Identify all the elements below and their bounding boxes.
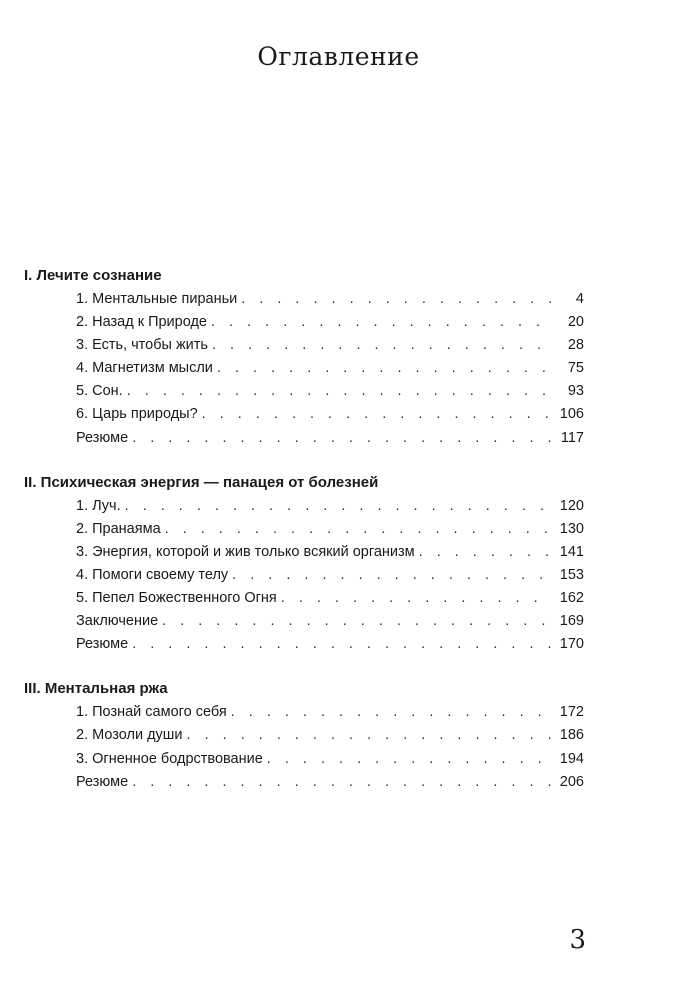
entry-page-number: 169 (559, 613, 584, 630)
entry-title: Резюме (76, 773, 129, 790)
entry-page-number: 106 (559, 406, 584, 423)
entry-title: 3. Энергия, которой и жив только всякий организм (76, 543, 415, 560)
toc-entry (24, 495, 584, 518)
toc-entry (24, 357, 584, 380)
dot-leader (419, 541, 552, 564)
page-title: Оглавление (257, 42, 420, 71)
dot-leader (217, 357, 552, 380)
dot-leader (241, 288, 552, 311)
entry-title: Заключение (76, 613, 159, 630)
toc-entry (24, 610, 584, 633)
entry-title: 4. Помоги своему телу (76, 566, 229, 583)
entry-title: 6. Царь природы? (76, 406, 198, 423)
entry-page-number: 141 (559, 543, 584, 560)
page-folio-number: 3 (569, 925, 586, 955)
entry-page-number: 206 (559, 773, 584, 790)
section-heading: II. Психическая энергия — панацея от болезней (24, 473, 379, 491)
entry-page-number: 186 (559, 727, 584, 744)
entry-page-number: 120 (559, 497, 584, 514)
entry-title: 3. Огненное бодрствование (76, 750, 263, 767)
dot-leader (132, 633, 552, 656)
toc-entry (24, 701, 584, 724)
entry-page-number: 172 (559, 704, 584, 721)
table-of-contents (24, 264, 584, 815)
entry-page-number: 170 (559, 636, 584, 653)
dot-leader (132, 427, 552, 450)
entry-title: Резюме (76, 636, 129, 653)
dot-leader (231, 701, 552, 724)
toc-entry (24, 380, 584, 403)
toc-section-3 (24, 677, 584, 793)
entry-title: 3. Есть, чтобы жить (76, 337, 208, 354)
toc-section-1 (24, 264, 584, 450)
entry-page-number: 153 (559, 566, 584, 583)
entry-title: 2. Пранаяма (76, 520, 161, 537)
dot-leader (267, 748, 552, 771)
dot-leader (125, 495, 552, 518)
dot-leader (127, 380, 552, 403)
dot-leader (162, 610, 552, 633)
dot-leader (212, 334, 552, 357)
entry-title: 1. Луч. (76, 497, 121, 514)
toc-entry (24, 427, 584, 450)
entry-page-number: 162 (559, 590, 584, 607)
entry-page-number: 4 (575, 291, 584, 307)
dot-leader (211, 311, 552, 334)
section-heading: I. Лечите сознание (24, 267, 162, 284)
toc-section-2 (24, 471, 584, 657)
toc-entry (24, 403, 584, 426)
entry-title: 1. Ментальные пираньи (76, 291, 238, 307)
entry-title: 4. Магнетизм мысли (76, 360, 213, 377)
dot-leader (187, 724, 552, 747)
entry-page-number: 20 (567, 314, 584, 331)
toc-entry (24, 564, 584, 587)
entry-title: 5. Сон. (76, 383, 123, 400)
toc-entry (24, 587, 584, 610)
entry-page-number: 194 (559, 750, 584, 767)
entry-title: 1. Познай самого себя (76, 704, 227, 721)
toc-entry (24, 748, 584, 771)
dot-leader (132, 771, 552, 794)
entry-title: Резюме (76, 429, 129, 446)
entry-title: 2. Мозоли души (76, 727, 183, 744)
toc-entry (24, 518, 584, 541)
section-heading: III. Ментальная ржа (24, 680, 168, 698)
entry-page-number: 93 (567, 383, 584, 400)
toc-entry (24, 541, 584, 564)
toc-entry (24, 771, 584, 794)
toc-entry (24, 334, 584, 357)
dot-leader (165, 518, 552, 541)
toc-entry (24, 633, 584, 656)
dot-leader (202, 403, 552, 426)
dot-leader (232, 564, 552, 587)
toc-entry (24, 311, 584, 334)
entry-page-number: 75 (567, 360, 584, 377)
entry-page-number: 130 (559, 520, 584, 537)
entry-page-number: 28 (567, 337, 584, 354)
toc-entry (24, 288, 584, 311)
entry-title: 2. Назад к Природе (76, 314, 207, 331)
dot-leader (281, 587, 552, 610)
entry-page-number: 117 (560, 429, 584, 446)
entry-title: 5. Пепел Божественного Огня (76, 590, 277, 607)
toc-entry (24, 724, 584, 747)
